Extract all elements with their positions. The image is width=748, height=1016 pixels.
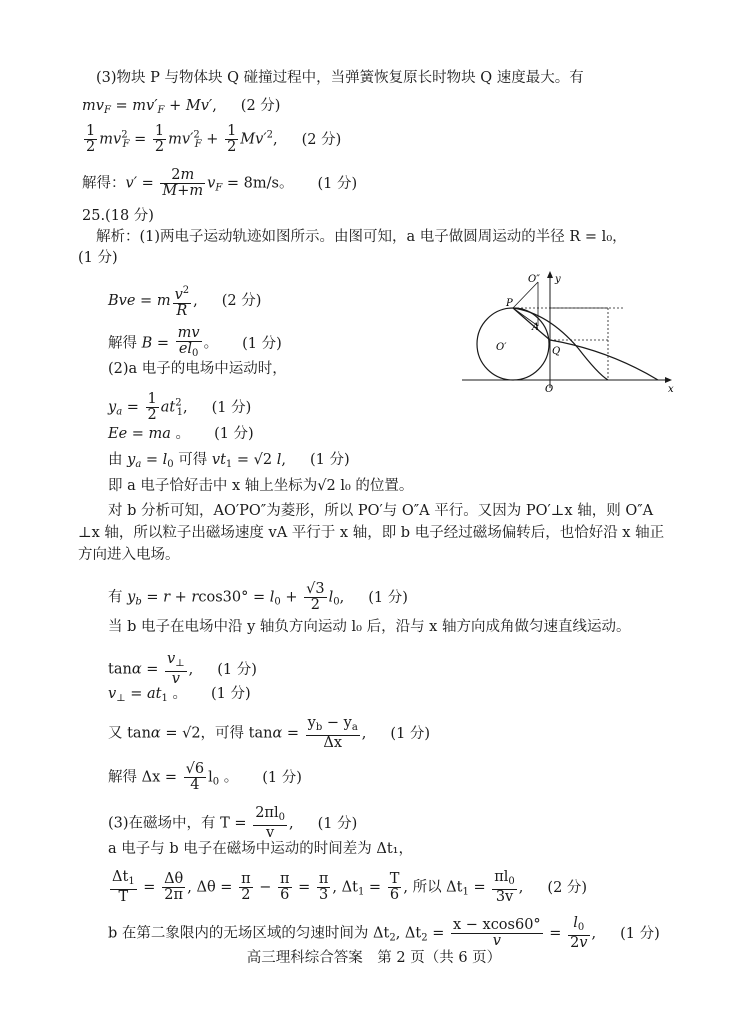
q25-header: 25.(18 分)	[82, 208, 154, 224]
q25-analysis-2: (1 分)	[78, 250, 118, 266]
part3-dt2: b 在第二象限内的无场区域的匀速时间为 $\Delta t_2$, $\Delta t_2$ = $\frac{x - xcos60^\circ}{v}$ = $\frac{l_0}{2v}$ , (1 分)	[108, 915, 660, 951]
x-position: 即 a 电子恰好击中 x 轴上坐标为√2 l₀ 的位置。	[108, 478, 414, 494]
page-footer: 高三理科综合答案 第 2 页（共 6 页）	[246, 950, 502, 966]
score: (1 分)	[242, 335, 282, 352]
vperp-equation: $v_\perp = at_1$ 。 (1 分)	[108, 686, 251, 704]
electron-a-trajectory	[513, 308, 608, 380]
rhombus-2: ⊥x 轴，所以粒子出磁场速度 vA 平行于 x 轴，即 b 电子经过磁场偏转后，也恰好沿 x 轴正	[78, 525, 665, 541]
score: (1 分)	[368, 589, 408, 606]
score: (1 分)	[317, 815, 358, 832]
guide-line	[513, 282, 538, 308]
label-x: x	[668, 384, 674, 395]
score: (1 分)	[211, 399, 252, 416]
score: (1 分)	[262, 769, 302, 786]
q25-analysis-1: 解析：(1)两电子运动轨迹如图所示。由图可知，a 电子做圆周运动的半径 R = l₀，	[96, 229, 627, 245]
score: (2 分)	[221, 293, 262, 309]
label-a: A	[532, 322, 540, 333]
part2-intro: (2)a 电子的电场中运动时，	[108, 361, 287, 377]
x-axis-arrow	[665, 377, 672, 383]
score: (2 分)	[547, 879, 588, 896]
force-equation: Bve = m $\frac{v^2}{R}$ , (2 分)	[108, 285, 262, 319]
label-o-prime: O′	[496, 342, 507, 353]
electron-b-trajectory	[513, 308, 658, 380]
tan-equation: tanα = $\frac{v_\perp}{v}$ , (1 分)	[108, 651, 257, 687]
momentum-equation: $mv_F = mv'_F + Mv'$, (2 分)	[82, 98, 281, 116]
part3-period: (3)在磁场中，有 T = $\frac{2\pi l_0}{v}$ , (1 分)	[108, 805, 358, 841]
rhombus-3: 方向进入电场。	[78, 547, 180, 563]
p3-intro: (3)物块 P 与物体块 Q 碰撞过程中，当弹簧恢复原长时物块 Q 速度最大。有	[96, 70, 584, 86]
score: (2 分)	[240, 98, 281, 114]
score: (2 分)	[301, 131, 342, 148]
label-o-double-prime: O″	[528, 274, 540, 285]
yb-equation: 有 $y_b = r + rcos30^\circ = l_0$ + $\frac{√3}{2}$ $l_0$, (1 分)	[108, 581, 408, 613]
score: (1 分)	[310, 452, 350, 468]
motion-line: 当 b 电子在电场中沿 y 轴负方向运动 l₀ 后，沿与 x 轴方向成角做匀速直线运动。	[108, 619, 631, 635]
label-q: Q	[552, 346, 561, 357]
label-y: y	[555, 274, 561, 285]
score: (1 分)	[217, 661, 257, 678]
vt-equation: 由 $y_a = l_0$ 可得 $vt_1 = √2$ l, (1 分)	[108, 452, 350, 470]
energy-equation: $\frac{1}{2}$ $mv^2_F$ = $\frac{1}{2}$ $mv'^2_F$ + $\frac{1}{2}$ $Mv'^2$, (2 分)	[86, 123, 342, 155]
tan2-equation: 又 tanα = √2，可得 tanα = $\frac{y_b - y_a}{\Delta x}$ , (1 分)	[108, 715, 431, 751]
part3-diff: a 电子与 b 电子在磁场中运动的时间差为 Δt₁，	[108, 841, 413, 857]
p3-solution: 解得：v′ = $\frac{2m}{M+m}$ $v_F = 8m/s$。 (1 分)	[82, 167, 358, 199]
score: (1 分)	[317, 175, 358, 192]
y-axis-arrow	[547, 271, 553, 278]
score: (1 分)	[390, 725, 431, 742]
rhombus-1: 对 b 分析可知，AO′PO″为菱形，所以 PO′与 O″A 平行。又因为 PO′⊥x 轴，则 O″A	[108, 503, 654, 519]
score: (1 分)	[210, 686, 251, 702]
dx-equation: 解得 Δx = $\frac{√6}{4}$ $l_0$ 。 (1 分)	[108, 761, 302, 793]
trajectory-diagram	[458, 268, 682, 396]
score: (1 分)	[620, 925, 660, 942]
ee-equation: Ee = ma 。 (1 分)	[108, 426, 254, 442]
b-solution: 解得 B = $\frac{mv}{el_0}$ 。 (1 分)	[108, 325, 282, 359]
label-p: P	[506, 298, 513, 309]
part3-dt1: $\frac{\Delta t_1}{T}$ = $\frac{\Delta\theta}{2\pi}$ , Δθ = $\frac{\pi}{2}$ − $\frac{\pi}{6}$ = $\frac{\pi}{3}$ , $\Delta t_1$ = $\frac{T}{6}$ , 所以 $\Delta t_1$ = $\frac{\pi l_0}{3v}$ , (2 分)	[112, 869, 588, 905]
ya-equation: $y_a$ = $\frac{1}{2}$ $at^2_1$, (1 分)	[108, 391, 252, 423]
score: (1 分)	[214, 426, 254, 442]
label-o: O	[545, 384, 554, 395]
